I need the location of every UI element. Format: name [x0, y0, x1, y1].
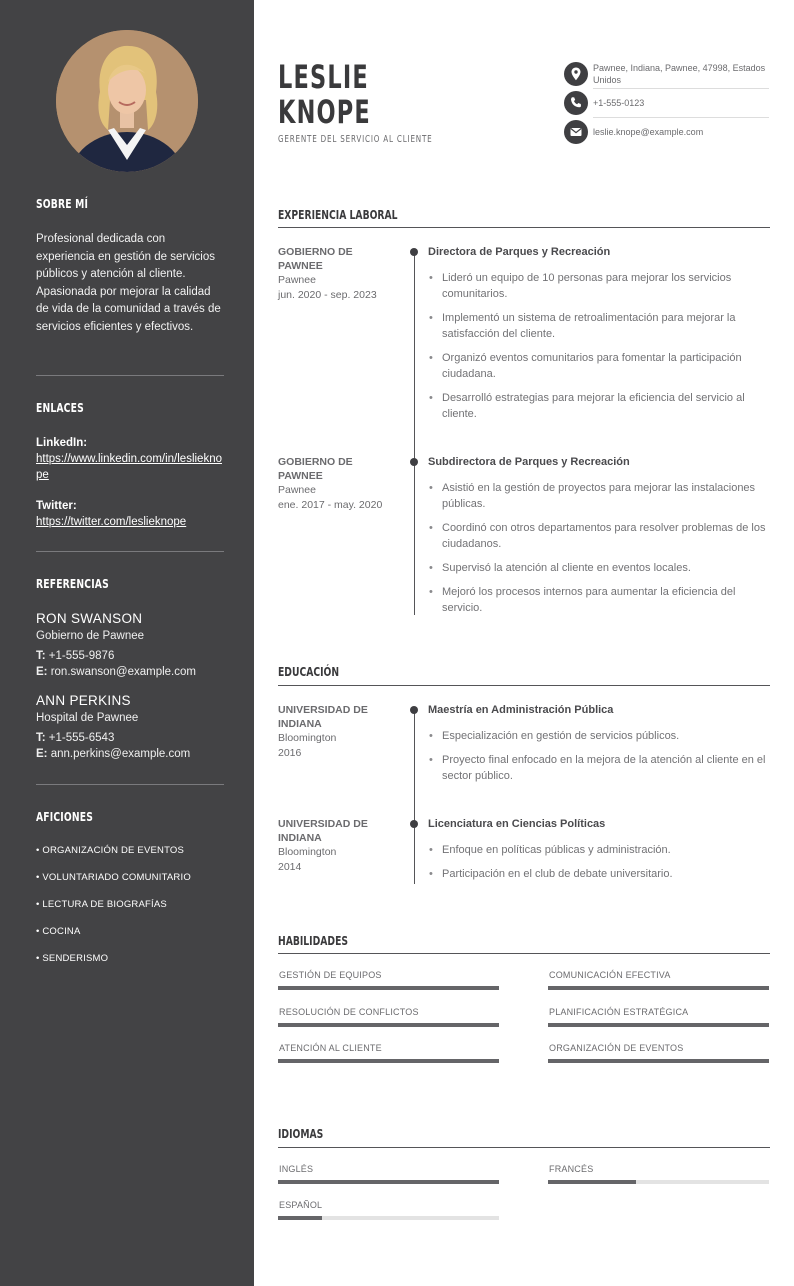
reference-phone: T: +1-555-6543	[36, 732, 115, 744]
bullet-item: • Participación en el club de debate universitario.	[428, 866, 770, 882]
links-heading: ENLACES	[36, 400, 84, 415]
skill-bar	[548, 1023, 769, 1027]
hobby-item: • VOLUNTARIADO COMUNITARIO	[36, 872, 191, 883]
timeline-line	[414, 709, 415, 884]
phone-icon	[564, 91, 588, 115]
links-section	[36, 400, 224, 415]
education-meta	[278, 817, 398, 874]
skill-bar	[278, 1023, 499, 1027]
contact-block	[564, 62, 769, 152]
location: Pawnee	[278, 274, 316, 286]
bullet-item: • Proyecto final enfocado en la mejora de la atención al cliente en el sector público.	[428, 752, 770, 784]
skill-item	[548, 1006, 769, 1027]
contact-divider	[593, 117, 769, 118]
about-section	[36, 196, 224, 211]
role-title: Subdirectora de Parques y Recreación	[428, 456, 630, 468]
location: Bloomington	[278, 732, 337, 744]
bullet-item: • Organizó eventos comunitarios para fomentar la participación ciudadana.	[428, 350, 770, 382]
linkedin-link[interactable]: https://www.linkedin.com/in/leslieknope	[36, 453, 222, 481]
dates: jun. 2020 - sep. 2023	[278, 288, 377, 301]
skills-heading: HABILIDADES	[278, 933, 349, 948]
bullet-item: • Lideró un equipo de 10 personas para mejorar los servicios comunitarios.	[428, 270, 770, 302]
dates: ene. 2017 - may. 2020	[278, 498, 383, 511]
degree-title: Maestría en Administración Pública	[428, 704, 614, 716]
reference-email: E: ann.perkins@example.com	[36, 748, 191, 760]
section-divider	[278, 953, 770, 954]
contact-email[interactable]: leslie.knope@example.com	[593, 127, 704, 137]
institution: UNIVERSIDAD DE INDIANA	[278, 818, 368, 844]
last-name: KNOPE	[278, 93, 371, 131]
bullet-item: • Asistió en la gestión de proyectos para mejorar las instalaciones públicas.	[428, 480, 770, 512]
hobby-item: • ORGANIZACIÓN DE EVENTOS	[36, 845, 185, 856]
link-twitter	[36, 498, 224, 530]
timeline-dot	[410, 248, 418, 256]
education-heading: EDUCACIÓN	[278, 664, 340, 679]
skill-item	[278, 1006, 499, 1027]
sidebar-divider	[36, 375, 224, 376]
skill-bar	[278, 986, 499, 990]
reference-item	[36, 692, 224, 762]
timeline-dot	[410, 706, 418, 714]
experience-meta	[278, 455, 398, 512]
bullet-item: • Mejoró los procesos internos para aumentar la eficiencia del servicio.	[428, 584, 770, 616]
language-bar	[548, 1180, 769, 1184]
section-divider	[278, 685, 770, 686]
experience-meta	[278, 245, 398, 302]
references-heading: REFERENCIAS	[36, 576, 109, 591]
about-heading: SOBRE MÍ	[36, 196, 89, 211]
references-section	[36, 576, 224, 591]
contact-address: Pawnee, Indiana, Pawnee, 47998, Estados Unidos	[593, 63, 766, 85]
skill-bar	[278, 1059, 499, 1063]
reference-item	[36, 610, 224, 680]
education-meta	[278, 703, 398, 760]
language-bar	[278, 1180, 499, 1184]
about-text: Profesional dedicada con experiencia en gestión de servicios públicos y atención al cliente. Apasionada por mejorar la calidad de vida de la comunidad a través de servicios eficientes y efectivos.	[36, 233, 221, 333]
sidebar-divider	[36, 551, 224, 552]
skill-item	[548, 1042, 769, 1063]
language-label: INGLÉS	[279, 1164, 314, 1174]
bullet-item: • Especialización en gestión de servicios públicos.	[428, 728, 770, 744]
twitter-link[interactable]: https://twitter.com/leslieknope	[36, 516, 187, 528]
bullet-item: • Coordinó con otros departamentos para resolver problemas de los ciudadanos.	[428, 520, 770, 552]
hobby-item: • SENDERISMO	[36, 953, 109, 964]
skill-item	[278, 969, 499, 990]
skill-bar	[548, 986, 769, 990]
employer: GOBIERNO DE PAWNEE	[278, 456, 353, 482]
skill-bar	[548, 1059, 769, 1063]
bullet-item: • Supervisó la atención al cliente en eventos locales.	[428, 560, 770, 576]
skill-bar-fill	[548, 1059, 769, 1063]
reference-org: Hospital de Pawnee	[36, 712, 139, 724]
degree-title: Licenciatura en Ciencias Políticas	[428, 818, 606, 830]
hobbies-heading: AFICIONES	[36, 809, 94, 824]
skill-label: ATENCIÓN AL CLIENTE	[279, 1043, 382, 1053]
skill-label: GESTIÓN DE EQUIPOS	[279, 970, 382, 980]
language-label: ESPAÑOL	[279, 1200, 323, 1210]
hobbies-list	[36, 845, 224, 980]
hobbies-section	[36, 809, 224, 824]
timeline-dot	[410, 820, 418, 828]
skill-item	[278, 1042, 499, 1063]
role-title: Directora de Parques y Recreación	[428, 246, 611, 258]
language-bar-fill	[278, 1216, 322, 1220]
location: Bloomington	[278, 846, 337, 858]
link-label: LinkedIn:	[36, 437, 88, 449]
skill-label: ORGANIZACIÓN DE EVENTOS	[549, 1043, 684, 1053]
skill-item	[548, 969, 769, 990]
job-title: GERENTE DEL SERVICIO AL CLIENTE	[278, 134, 433, 145]
sidebar	[0, 0, 254, 1286]
reference-org: Gobierno de Pawnee	[36, 630, 145, 642]
hobby-item: • COCINA	[36, 926, 81, 937]
candidate-name	[278, 60, 371, 130]
employer: GOBIERNO DE PAWNEE	[278, 246, 353, 272]
profile-photo	[56, 30, 198, 172]
first-name: LESLIE	[278, 58, 369, 96]
languages-heading: IDIOMAS	[278, 1126, 324, 1141]
skill-bar-fill	[548, 1023, 769, 1027]
language-item	[548, 1163, 769, 1184]
link-label: Twitter:	[36, 500, 77, 512]
skill-label: RESOLUCIÓN DE CONFLICTOS	[279, 1007, 419, 1017]
language-bar	[278, 1216, 499, 1220]
education-details	[428, 817, 770, 890]
bullet-item: • Enfoque en políticas públicas y administración.	[428, 842, 770, 858]
dates: 2014	[278, 860, 302, 873]
hobby-item: • LECTURA DE BIOGRAFÍAS	[36, 899, 167, 910]
reference-name: ANN PERKINS	[36, 693, 131, 708]
skill-label: PLANIFICACIÓN ESTRATÉGICA	[549, 1007, 689, 1017]
location: Pawnee	[278, 484, 316, 496]
section-divider	[278, 227, 770, 228]
bullet-item: • Desarrolló estrategias para mejorar la eficiencia del servicio al cliente.	[428, 390, 770, 422]
timeline-line	[414, 251, 415, 615]
reference-phone: T: +1-555-9876	[36, 650, 115, 662]
reference-name: RON SWANSON	[36, 611, 143, 626]
location-pin-icon	[564, 62, 588, 86]
skill-bar-fill	[548, 986, 769, 990]
section-divider	[278, 1147, 770, 1148]
language-item	[278, 1163, 499, 1184]
skill-bar-fill	[278, 986, 499, 990]
dates: 2016	[278, 746, 302, 759]
link-linkedin	[36, 435, 224, 483]
language-bar-fill	[278, 1180, 499, 1184]
skill-bar-fill	[278, 1023, 499, 1027]
email-icon	[564, 120, 588, 144]
institution: UNIVERSIDAD DE INDIANA	[278, 704, 368, 730]
sidebar-divider	[36, 784, 224, 785]
contact-phone: +1-555-0123	[593, 98, 645, 108]
language-label: FRANCÉS	[549, 1164, 594, 1174]
timeline-dot	[410, 458, 418, 466]
experience-details	[428, 455, 770, 624]
education-details	[428, 703, 770, 792]
experience-details	[428, 245, 770, 430]
skill-label: COMUNICACIÓN EFECTIVA	[549, 970, 671, 980]
language-item	[278, 1199, 499, 1220]
skill-bar-fill	[278, 1059, 499, 1063]
bullet-item: • Implementó un sistema de retroalimentación para mejorar la satisfacción del cliente.	[428, 310, 770, 342]
contact-divider	[593, 88, 769, 89]
experience-heading: EXPERIENCIA LABORAL	[278, 207, 398, 222]
reference-email: E: ron.swanson@example.com	[36, 666, 196, 678]
language-bar-fill	[548, 1180, 636, 1184]
